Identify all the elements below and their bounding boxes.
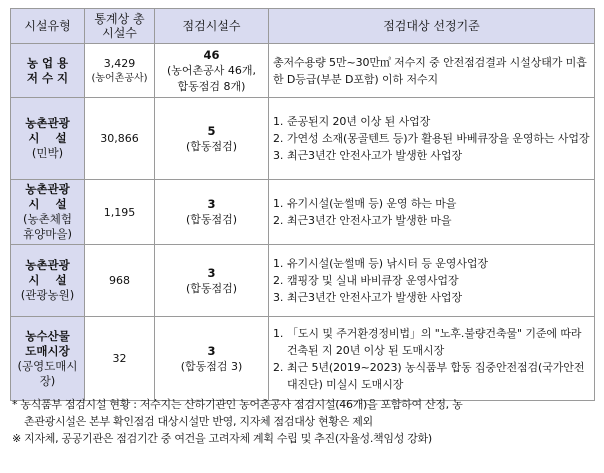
inspection-criteria-table xyxy=(10,8,595,401)
criteria-item-text: 「도시 및 주거환경정비법」의 "노후․불량건축물" 기준에 따라 건축된 지 20년 이상 된 도매시장 xyxy=(287,326,582,357)
criteria-item-number: 1. xyxy=(273,326,284,340)
inspected-count-value: 3 xyxy=(207,197,216,211)
inspected-count-note: (합동점검 3) xyxy=(180,359,243,373)
criteria-item-number: 2. xyxy=(273,274,284,287)
table-row xyxy=(11,180,595,245)
criteria-item-text: 유기시설(눈썰매 등) 낚시터 등 운영사업장 xyxy=(287,257,488,270)
facility-type-cell xyxy=(11,98,85,180)
criteria-item-text: 최근3년간 안전사고가 발생한 사업장 xyxy=(287,291,462,304)
criteria-item-number: 3. xyxy=(273,291,284,304)
total-count-value: 32 xyxy=(112,352,127,365)
criteria-item-number: 2. xyxy=(273,214,284,227)
inspected-count-cell xyxy=(155,44,269,98)
criteria-item-number: 1. xyxy=(273,115,284,128)
table-row xyxy=(11,317,595,401)
inspected-count-cell xyxy=(155,98,269,180)
inspected-count-note: (합동점검) xyxy=(185,281,238,295)
inspected-count-value: 5 xyxy=(207,123,216,138)
facility-type-cell xyxy=(11,180,85,245)
facility-type-line: 농촌관광 xyxy=(25,116,70,130)
footnotes xyxy=(12,396,594,447)
facility-type-subtitle: (민박) xyxy=(31,146,64,160)
facility-type-line: 농수산물 xyxy=(25,328,70,343)
total-count-cell xyxy=(85,180,155,245)
total-count-value: 3,429 xyxy=(103,56,136,70)
selection-criteria-cell xyxy=(269,44,595,98)
facility-type-line: 저 수 지 xyxy=(26,70,69,85)
criteria-list xyxy=(273,113,590,164)
facility-type-cell xyxy=(11,317,85,401)
table-row xyxy=(11,245,595,317)
footnote-line: ※ 지자체, 공공기관은 점검기간 중 여건을 고려자체 계획 수립 및 추진(자율성.책임성 강화) xyxy=(12,432,432,445)
facility-type-subtitle: (관광농원) xyxy=(20,288,75,302)
inspected-count-value: 3 xyxy=(207,265,216,280)
criteria-item-text: 유기시설(눈썰매 등) 운영 하는 마을 xyxy=(287,197,457,210)
criteria-item xyxy=(273,147,590,164)
table-row xyxy=(11,98,595,180)
criteria-item-number: 2. xyxy=(273,132,284,145)
criteria-list xyxy=(273,325,590,393)
footnote-line: 촌관광시설은 본부 확인점검 대상시설만 반영, 지자체 점검대상 현황은 제외 xyxy=(24,415,373,428)
total-count-value: 1,195 xyxy=(103,205,136,219)
facility-type-line: 시 설 xyxy=(28,273,67,287)
header-selection-criteria: 점검대상 선정기준 xyxy=(269,9,595,44)
facility-type-line: 시 설 xyxy=(28,197,67,211)
criteria-item-text: 최근3년간 안전사고가 발생한 마을 xyxy=(287,214,452,227)
inspected-count-value: 3 xyxy=(207,343,216,358)
criteria-item xyxy=(273,195,590,212)
criteria-item xyxy=(273,130,590,147)
criteria-item-number: 3. xyxy=(273,149,284,162)
facility-type-cell xyxy=(11,44,85,98)
total-count-cell xyxy=(85,98,155,180)
inspected-count-cell xyxy=(155,317,269,401)
criteria-list xyxy=(273,195,590,229)
criteria-item xyxy=(273,113,590,130)
criteria-item-number: 1. xyxy=(273,257,284,270)
criteria-item xyxy=(273,272,590,289)
criteria-item xyxy=(273,212,590,229)
facility-type-line: 농촌관광 xyxy=(25,258,70,272)
criteria-text: 총저수용량 5만~30만㎥ 저수지 중 안전점검결과 시설상태가 미흡한 D등급(부분 D포함) 이하 저수지 xyxy=(273,55,587,86)
criteria-item xyxy=(273,359,590,393)
criteria-item-text: 최근 5년(2019~2023) 농식품부 합동 집중안전점검(국가안전대진단) 미실시 도매시장 xyxy=(287,360,585,391)
facility-type-subtitle: (농촌체험 휴양마을) xyxy=(23,212,72,241)
criteria-item xyxy=(273,289,590,306)
total-count-value: 30,866 xyxy=(100,132,139,145)
table-row xyxy=(11,44,595,98)
total-count-cell xyxy=(85,317,155,401)
total-count-cell xyxy=(85,44,155,98)
total-count-cell xyxy=(85,245,155,317)
total-count-value: 968 xyxy=(109,274,130,287)
total-count-note: (농어촌공사) xyxy=(91,72,148,84)
facility-type-line: 농 업 용 xyxy=(26,55,69,70)
header-facility-type: 시설유형 xyxy=(11,9,85,44)
criteria-list xyxy=(273,255,590,306)
criteria-item-number: 1. xyxy=(273,197,284,210)
inspected-count-cell xyxy=(155,180,269,245)
criteria-item xyxy=(273,255,590,272)
facility-type-line: 시 설 xyxy=(28,131,67,145)
criteria-item-text: 최근3년간 안전사고가 발생한 사업장 xyxy=(287,149,462,162)
criteria-item-number: 2. xyxy=(273,360,284,374)
header-total-count: 통계상 총 시설수 xyxy=(85,9,155,44)
facility-type-subtitle: (공영도매시장) xyxy=(17,358,78,388)
selection-criteria-cell xyxy=(269,180,595,245)
selection-criteria-cell xyxy=(269,245,595,317)
criteria-item-text: 준공된지 20년 이상 된 사업장 xyxy=(287,115,431,128)
criteria-item-text: 가연성 소재(몽골텐트 등)가 활용된 바베큐장을 운영하는 사업장 xyxy=(287,132,590,145)
criteria-item xyxy=(273,325,590,359)
inspected-count-note: (합동점검) xyxy=(185,213,238,226)
facility-type-line: 도매시장 xyxy=(25,343,70,358)
inspected-count-note: (합동점검) xyxy=(185,139,238,153)
inspected-count-cell xyxy=(155,245,269,317)
footnote-line: * 농식품부 점검시설 현황 : 저수지는 산하기관인 농어촌공사 점검시설(46개)을 포함하여 산정, 농 xyxy=(12,398,463,411)
facility-type-cell xyxy=(11,245,85,317)
facility-type-line: 농촌관광 xyxy=(25,182,70,196)
inspected-count-value: 46 xyxy=(203,47,220,62)
table-header-row xyxy=(11,9,595,44)
inspected-count-note: (농어촌공사 46개, 합동점검 8개) xyxy=(166,63,257,93)
selection-criteria-cell xyxy=(269,98,595,180)
selection-criteria-cell xyxy=(269,317,595,401)
criteria-item-text: 캠핑장 및 실내 바비큐장 운영사업장 xyxy=(287,274,459,287)
header-inspected-count: 점검시설수 xyxy=(155,9,269,44)
